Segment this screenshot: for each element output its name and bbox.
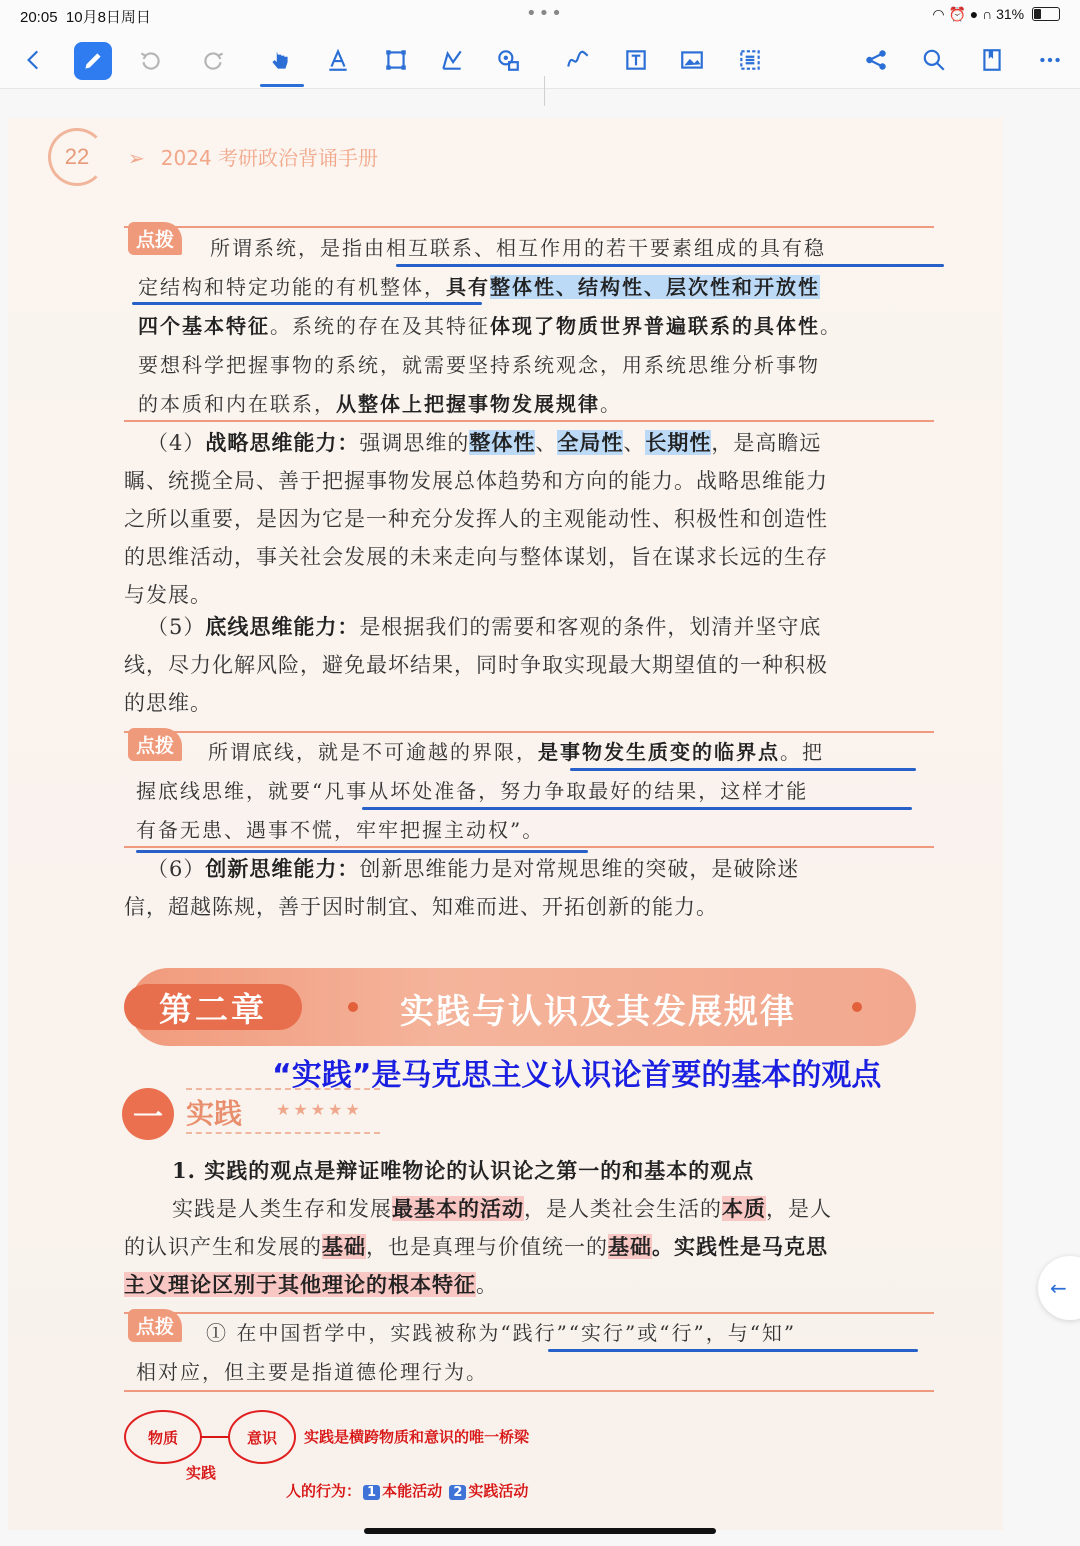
para-6: [124, 850, 936, 926]
blue-underline: [570, 768, 916, 771]
point-1: [124, 1152, 936, 1304]
status-time: 20:05 10月8日周日: [20, 9, 151, 26]
more-icon[interactable]: [1032, 42, 1068, 78]
bookmark-icon[interactable]: [974, 42, 1010, 78]
section-title: 实践: [186, 1097, 243, 1130]
tip2-line2: 握底线思维，就要“凡事从坏处准备，努力争取最好的结果，这样才能: [136, 779, 809, 803]
battery-percent: 31%: [996, 6, 1025, 22]
section-stars: ★★★★★: [276, 1100, 363, 1119]
tip2-line3: 有备无患、遇事不慌，牢牢把握主动权”。: [136, 818, 545, 842]
active-tool-indicator: [260, 84, 304, 87]
point-1-heading: 1. 实践的观点是辩证唯物论的认识论之第一的和基本的观点: [172, 1158, 755, 1183]
person-icon: ●: [969, 6, 979, 22]
toolbar: [0, 32, 1080, 89]
home-indicator[interactable]: [364, 1528, 716, 1534]
para-4-line1: （4）战略思维能力：强调思维的整体性、全局性、长期性，是高瞻远: [147, 430, 822, 455]
para-6-line1: （6）创新思维能力：创新思维能力是对常规思维的突破，是破除迷: [147, 856, 800, 881]
tip-badge: 点拨: [128, 222, 182, 255]
para-4-line3: 之所以重要，是因为它是一种充分发挥人的主观能动性、积极性和创造性: [124, 507, 828, 531]
banner-dot: [348, 1002, 358, 1012]
blue-underline: [548, 1349, 918, 1352]
tip-bottom-border: [124, 1390, 934, 1392]
shape-icon[interactable]: [434, 42, 470, 78]
status-bar: [0, 0, 1080, 32]
point-1-line2: 的认识产生和发展的基础，也是真理与价值统一的基础。实践性是马克思: [124, 1234, 828, 1259]
chapter-banner: [130, 968, 916, 1046]
running-title: ➢ 2024 考研政治背诵手册: [128, 146, 379, 170]
para-4-line4: 的思维活动，事关社会发展的未来走向与整体谋划，旨在谋求长远的生存: [124, 545, 828, 569]
para-5-line3: 的思维。: [124, 691, 212, 715]
blue-underline: [132, 302, 482, 305]
para-4-line5: 与发展。: [124, 583, 212, 607]
para-4: [124, 424, 936, 614]
battery-icon: [1032, 7, 1060, 21]
paper-plane-icon: ➢: [128, 146, 145, 170]
back-icon[interactable]: [16, 42, 52, 78]
share-icon[interactable]: [858, 42, 894, 78]
point-1-line1: 实践是人类生存和发展最基本的活动，是人类社会生活的本质，是人: [172, 1196, 832, 1221]
curve-icon[interactable]: [560, 42, 596, 78]
para-5: [124, 608, 936, 722]
tip1-line4: 要想科学把握事物的系统，就需要坚持系统观念，用系统思维分析事物: [138, 353, 820, 377]
section-number: 一: [122, 1088, 174, 1140]
textbox-icon[interactable]: [618, 42, 654, 78]
toolbar-separator: [544, 76, 545, 106]
para-6-line2: 信，超越陈规，善于因时制宜、知难而进、开拓创新的能力。: [124, 895, 718, 919]
tip1-line3: 四个基本特征。系统的存在及其特征体现了物质世界普遍联系的具体性。: [138, 314, 842, 338]
para-5-line2: 线，尽力化解风险，避免最坏结果，同时争取实现最大期望值的一种积极: [124, 653, 828, 677]
tip1-line5: 的本质和内在联系，从整体上把握事物发展规律。: [138, 392, 622, 416]
bridge-caption: 实践是横跨物质和意识的唯一桥梁: [304, 1428, 530, 1446]
point-1-line3: 主义理论区别于其他理论的根本特征。: [124, 1272, 498, 1297]
behavior-note: 人的行为： 1 本能活动 2 实践活动: [286, 1482, 529, 1500]
chapter-tag: 第二章: [124, 984, 302, 1030]
tip-badge: 点拨: [128, 728, 182, 761]
arrow-left-icon[interactable]: ←: [1038, 1256, 1080, 1320]
text-highlight-icon[interactable]: [320, 42, 356, 78]
tip-bottom-border: [124, 846, 934, 848]
page-number: 22: [48, 128, 106, 186]
para-4-line2: 瞩、统揽全局、善于把握事物发展总体趋势和方向的能力。战略思维能力: [124, 469, 828, 493]
tip-bottom-border: [124, 420, 934, 422]
para-5-line1: （5）底线思维能力：是根据我们的需要和客观的条件，划清并坚守底: [147, 614, 822, 639]
tip3-line2: 相对应，但主要是指道德伦理行为。: [136, 1360, 488, 1384]
tip1-line1: 所谓系统，是指由相互联系、相互作用的若干要素组成的具有稳: [210, 236, 826, 260]
handwritten-note: “实践”是马克思主义认识论首要的基本的观点: [272, 1058, 882, 1093]
wifi-icon: ◠: [932, 6, 945, 22]
tip2-line1: 所谓底线，就是不可逾越的界限，是事物发生质变的临界点。把: [208, 740, 824, 764]
status-right: [932, 6, 1060, 23]
scan-icon[interactable]: [732, 42, 768, 78]
bridge-label: 实践: [186, 1464, 217, 1482]
lasso-rect-icon[interactable]: [378, 42, 414, 78]
search-icon[interactable]: [916, 42, 952, 78]
tip1-line2: 定结构和特定功能的有机整体，具有整体性、结构性、层次性和开放性: [138, 275, 820, 299]
hand-pointer-icon[interactable]: [262, 42, 298, 78]
blue-underline: [362, 807, 912, 810]
multitask-dots[interactable]: •••: [526, 3, 564, 24]
tip3-line1: ① 在中国哲学中，实践被称为“践行”“实行”或“行”，与“知”: [206, 1321, 797, 1345]
tip-top-border: [124, 226, 934, 228]
section-dash: [186, 1088, 380, 1090]
image-icon[interactable]: [674, 42, 710, 78]
undo-icon[interactable]: [132, 42, 168, 78]
stamp-icon[interactable]: [490, 42, 526, 78]
chapter-title: 实践与认识及其发展规律: [400, 992, 796, 1032]
bridge-line: [200, 1436, 230, 1438]
redo-icon[interactable]: [196, 42, 232, 78]
consciousness-circle: 意识: [228, 1410, 296, 1464]
matter-circle: 物质: [124, 1410, 202, 1464]
pen-icon[interactable]: [74, 42, 112, 80]
banner-dot: [852, 1002, 862, 1012]
section-dash: [186, 1132, 380, 1134]
tip-badge: 点拨: [128, 1309, 182, 1342]
headphones-icon: ∩: [982, 6, 993, 22]
blue-underline: [396, 264, 944, 267]
alarm-icon: ⏰: [948, 6, 966, 22]
